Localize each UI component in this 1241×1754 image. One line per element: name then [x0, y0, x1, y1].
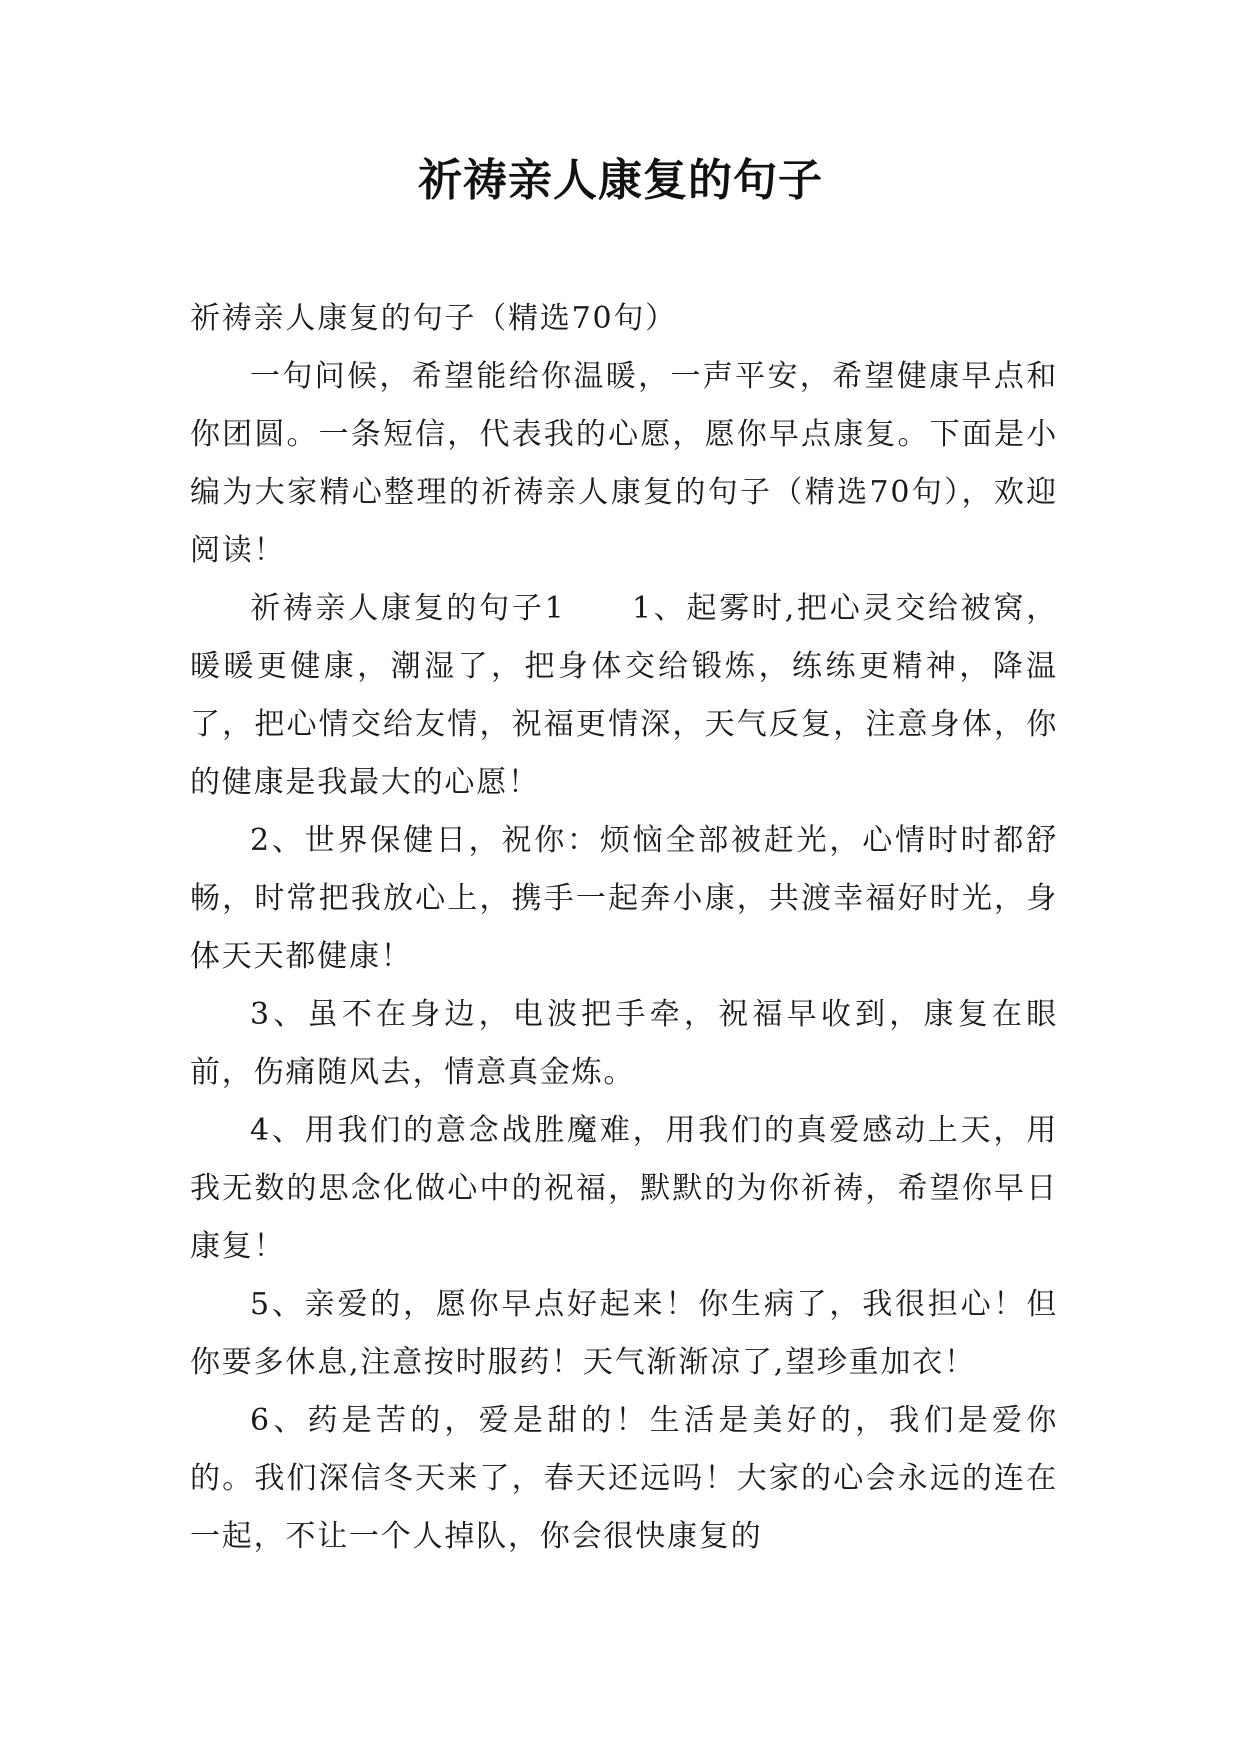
sentence-paragraph-4: 4、用我们的意念战胜魔难，用我们的真爱感动上天，用我无数的思念化做心中的祝福，默默的为你祈祷，希望你早日康复！ [190, 1113, 1058, 1264]
sentence-paragraph-5: 5、亲爱的，愿你早点好起来！你生病了，我很担心！但你要多休息,注意按时服药！天气渐渐凉了,望珍重加衣！ [190, 1287, 1058, 1380]
sentence-paragraph-1: 祈祷亲人康复的句子1 1、起雾时,把心灵交给被窝，暖暖更健康，潮湿了，把身体交给锻炼，练练更精神，降温了，把心情交给友情，祝福更情深，天气反复，注意身体，你的健康是我最大的心愿！ [190, 591, 1058, 800]
sentence-paragraph-3: 3、虽不在身边，电波把手牵，祝福早收到，康复在眼前，伤痛随风去，情意真金炼。 [190, 997, 1058, 1090]
subtitle-paragraph: 祈祷亲人康复的句子（精选70句） [190, 301, 677, 336]
document-title: 祈祷亲人康复的句子 [418, 155, 823, 206]
intro-paragraph: 一句问候，希望能给你温暖，一声平安，希望健康早点和你团圆。一条短信，代表我的心愿，愿你早点康复。下面是小编为大家精心整理的祈祷亲人康复的句子（精选70句），欢迎阅读！ [190, 359, 1058, 568]
document-body [190, 290, 1058, 1566]
sentence-paragraph-2: 2、世界保健日，祝你：烦恼全部被赶光，心情时时都舒畅，时常把我放心上，携手一起奔小康，共渡幸福好时光，身体天天都健康！ [190, 823, 1058, 974]
sentence-paragraph-6: 6、药是苦的，爱是甜的！生活是美好的，我们是爱你的。我们深信冬天来了，春天还远吗！大家的心会永远的连在一起，不让一个人掉队，你会很快康复的 [190, 1403, 1058, 1554]
